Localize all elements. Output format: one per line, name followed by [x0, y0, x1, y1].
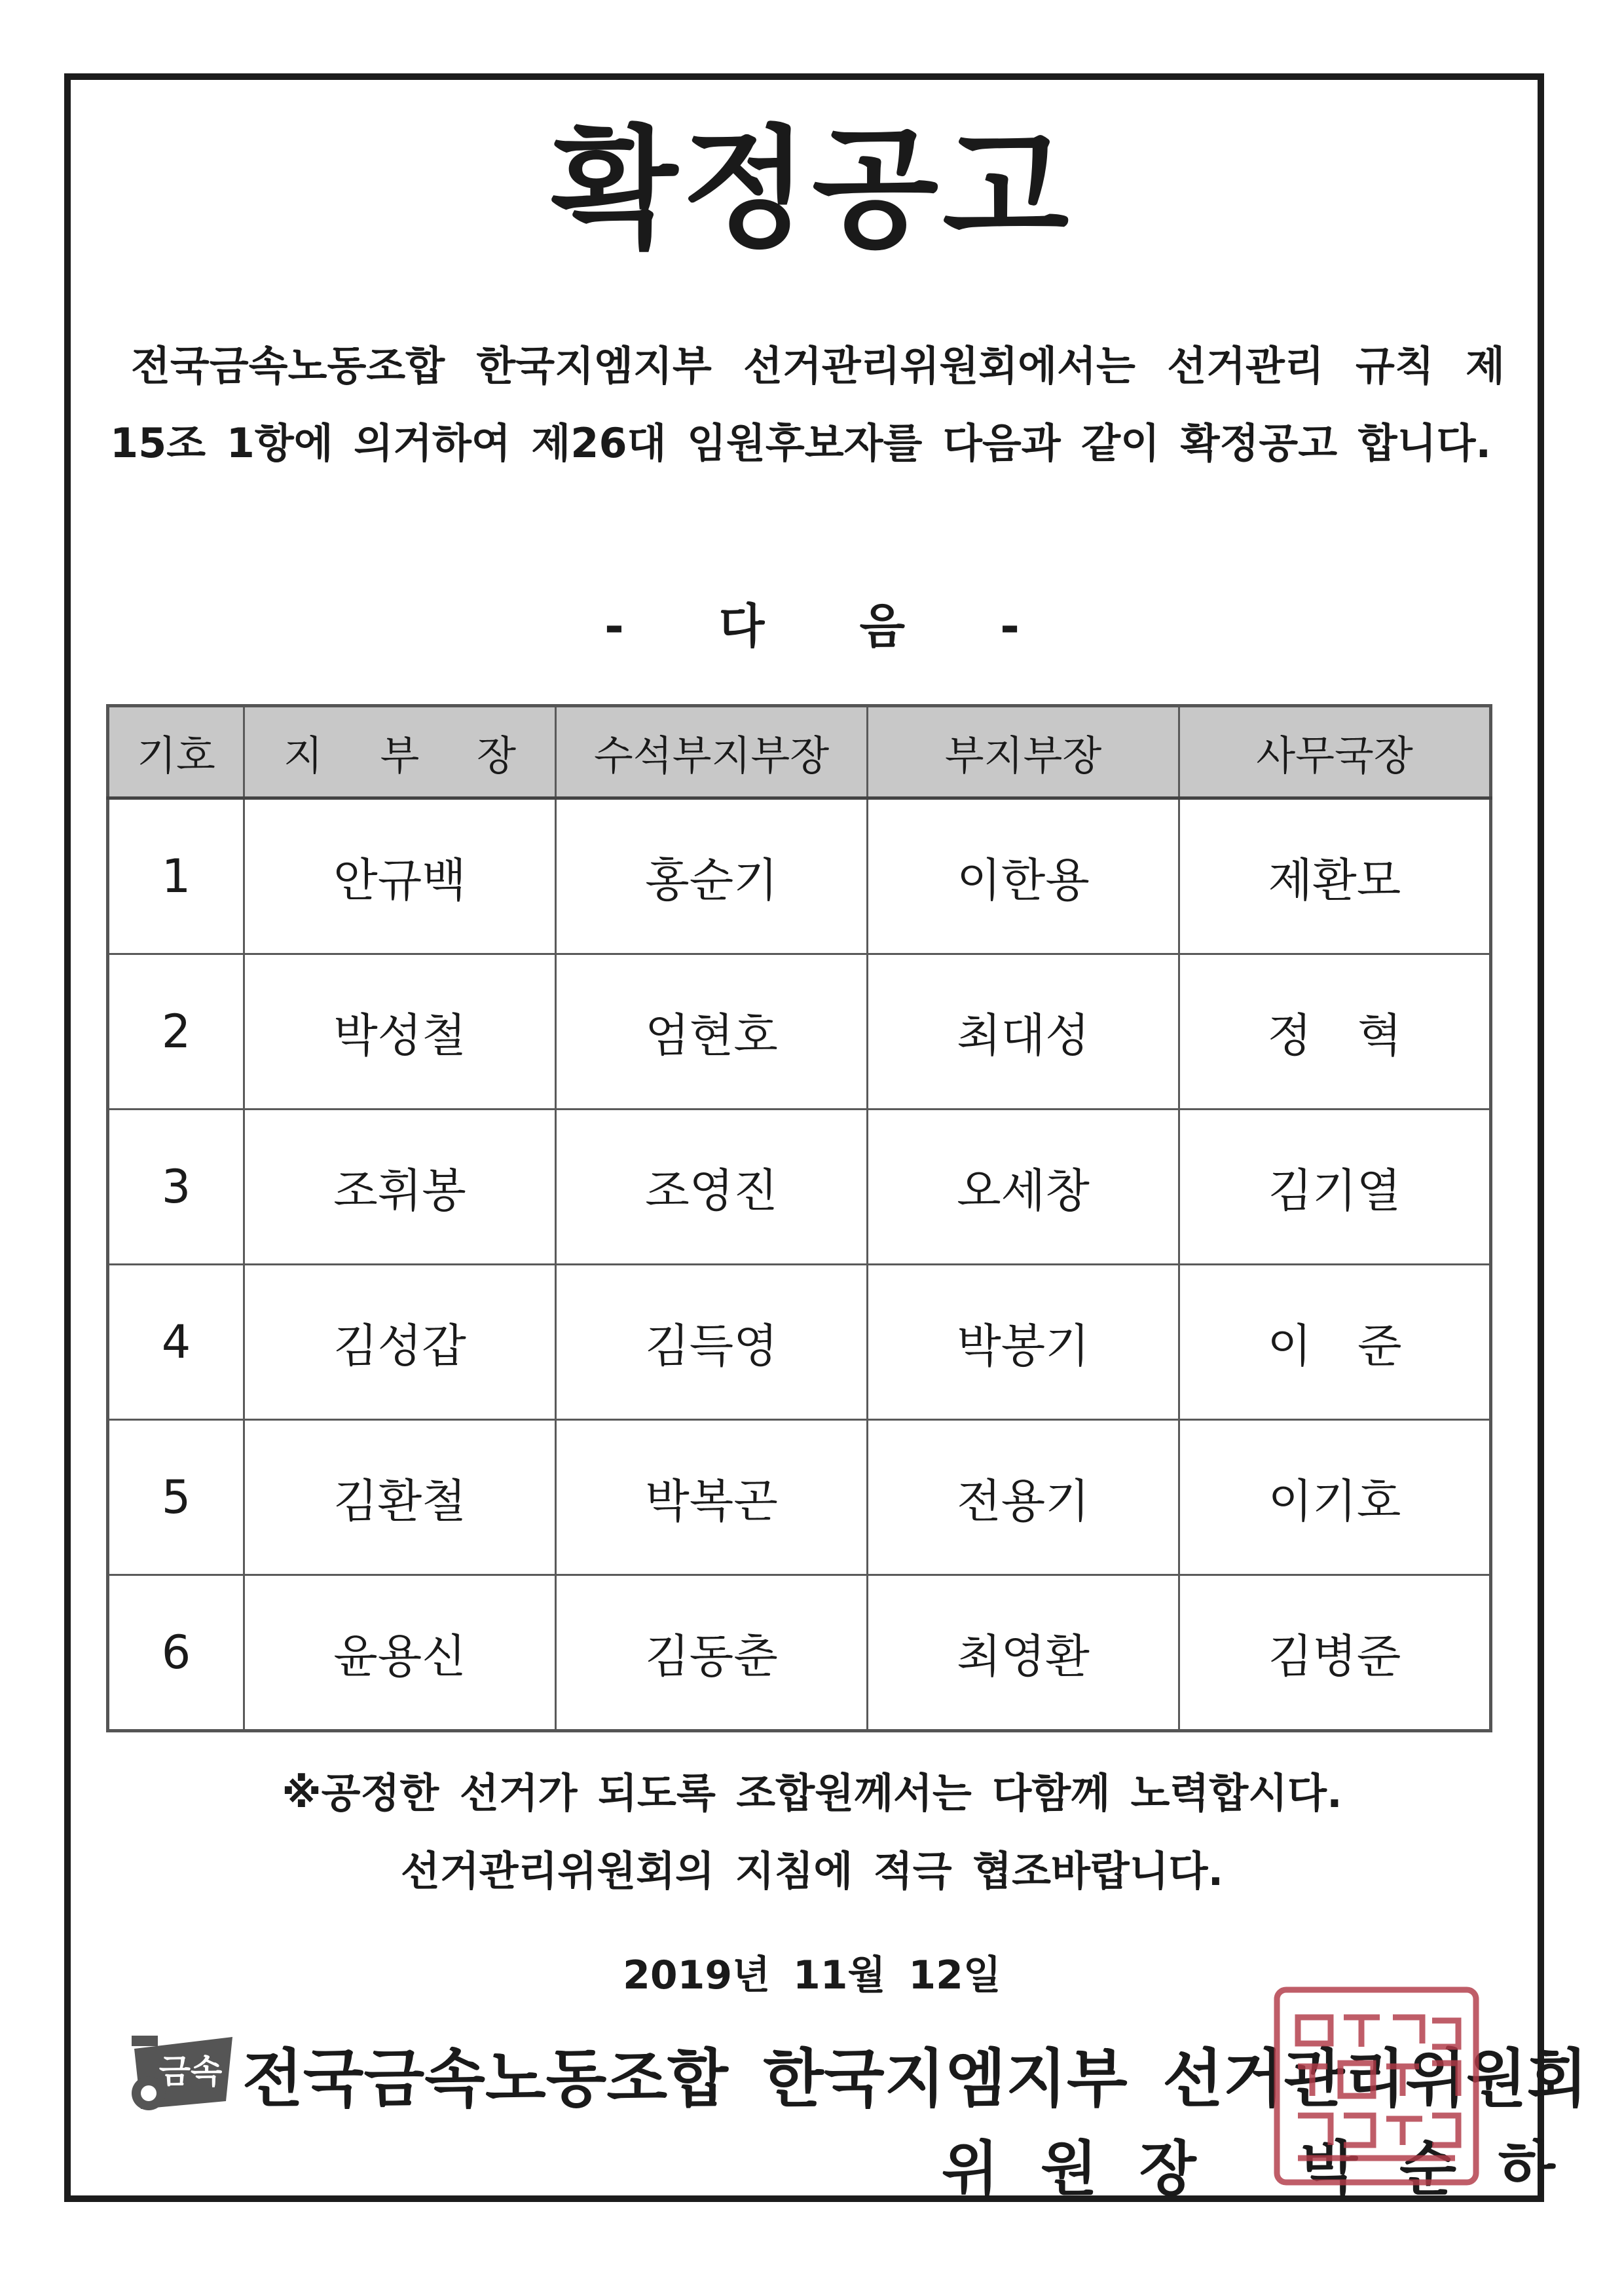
cell-secretary-general: 김병준	[1179, 1575, 1491, 1731]
table-row	[108, 1110, 1491, 1265]
cell-secretary-general: 이준	[1179, 1265, 1491, 1420]
header-senior-vice-chief: 수석부지부장	[556, 706, 868, 798]
header-vice-chief: 부지부장	[868, 706, 1179, 798]
cell-vice-chief: 오세창	[868, 1110, 1179, 1265]
table-row	[108, 1265, 1491, 1420]
table-row	[108, 954, 1491, 1110]
document-title: 확정공고	[551, 113, 1073, 266]
cell-number: 3	[108, 1110, 244, 1265]
cell-branch-chief: 윤용신	[244, 1575, 556, 1731]
signatory-name: 위원장 박순하	[942, 2135, 1597, 2203]
cell-senior-vice-chief: 김동춘	[556, 1575, 868, 1731]
candidate-table	[106, 704, 1492, 1732]
union-logo-icon	[128, 2023, 239, 2121]
cell-branch-chief: 김성갑	[244, 1265, 556, 1420]
cell-secretary-general: 정혁	[1179, 954, 1491, 1110]
cell-number: 2	[108, 954, 244, 1110]
cell-secretary-general: 제환모	[1179, 798, 1491, 954]
cell-branch-chief: 박성철	[244, 954, 556, 1110]
cell-secretary-general: 김기열	[1179, 1110, 1491, 1265]
table-row	[108, 1420, 1491, 1575]
section-heading: - 다 음 -	[604, 599, 1060, 654]
table-row	[108, 798, 1491, 954]
notice-line-1: ※공정한 선거가 되도록 조합원께서는 다함께 노력합시다.	[282, 1769, 1342, 1817]
header-secretary-general: 사무국장	[1179, 706, 1491, 798]
table-header-row	[108, 706, 1491, 798]
notice-line-2: 선거관리위원회의 지침에 적극 협조바랍니다.	[400, 1847, 1224, 1895]
cell-branch-chief: 조휘봉	[244, 1110, 556, 1265]
header-number: 기호	[108, 706, 244, 798]
table-row	[108, 1575, 1491, 1731]
cell-number: 6	[108, 1575, 244, 1731]
cell-vice-chief: 최대성	[868, 954, 1179, 1110]
logo-text: 금속	[158, 2053, 223, 2091]
cell-vice-chief: 전용기	[868, 1420, 1179, 1575]
organization-name: 전국금속노동조합 한국지엠지부 선거관리위원회	[242, 2042, 1588, 2116]
cell-senior-vice-chief: 조영진	[556, 1110, 868, 1265]
cell-senior-vice-chief: 홍순기	[556, 798, 868, 954]
cell-branch-chief: 김환철	[244, 1420, 556, 1575]
announcement-date: 2019년 11월 12일	[623, 1952, 1001, 1998]
announcement-body: 전국금속노동조합 한국지엠지부 선거관리위원회에서는 선거관리 규칙 제15조 1항에 의거하여 제26대 임원후보자를 다음과 같이 확정공고 합니다.	[110, 342, 1505, 467]
cell-secretary-general: 이기호	[1179, 1420, 1491, 1575]
cell-senior-vice-chief: 엄현호	[556, 954, 868, 1110]
official-seal-icon	[1272, 1985, 1481, 2188]
cell-number: 5	[108, 1420, 244, 1575]
cell-vice-chief: 최영환	[868, 1575, 1179, 1731]
cell-branch-chief: 안규백	[244, 798, 556, 954]
cell-vice-chief: 박봉기	[868, 1265, 1179, 1420]
cell-senior-vice-chief: 김득영	[556, 1265, 868, 1420]
cell-senior-vice-chief: 박복곤	[556, 1420, 868, 1575]
cell-vice-chief: 이한용	[868, 798, 1179, 954]
header-branch-chief: 지 부 장	[244, 706, 556, 798]
cell-number: 4	[108, 1265, 244, 1420]
cell-number: 1	[108, 798, 244, 954]
